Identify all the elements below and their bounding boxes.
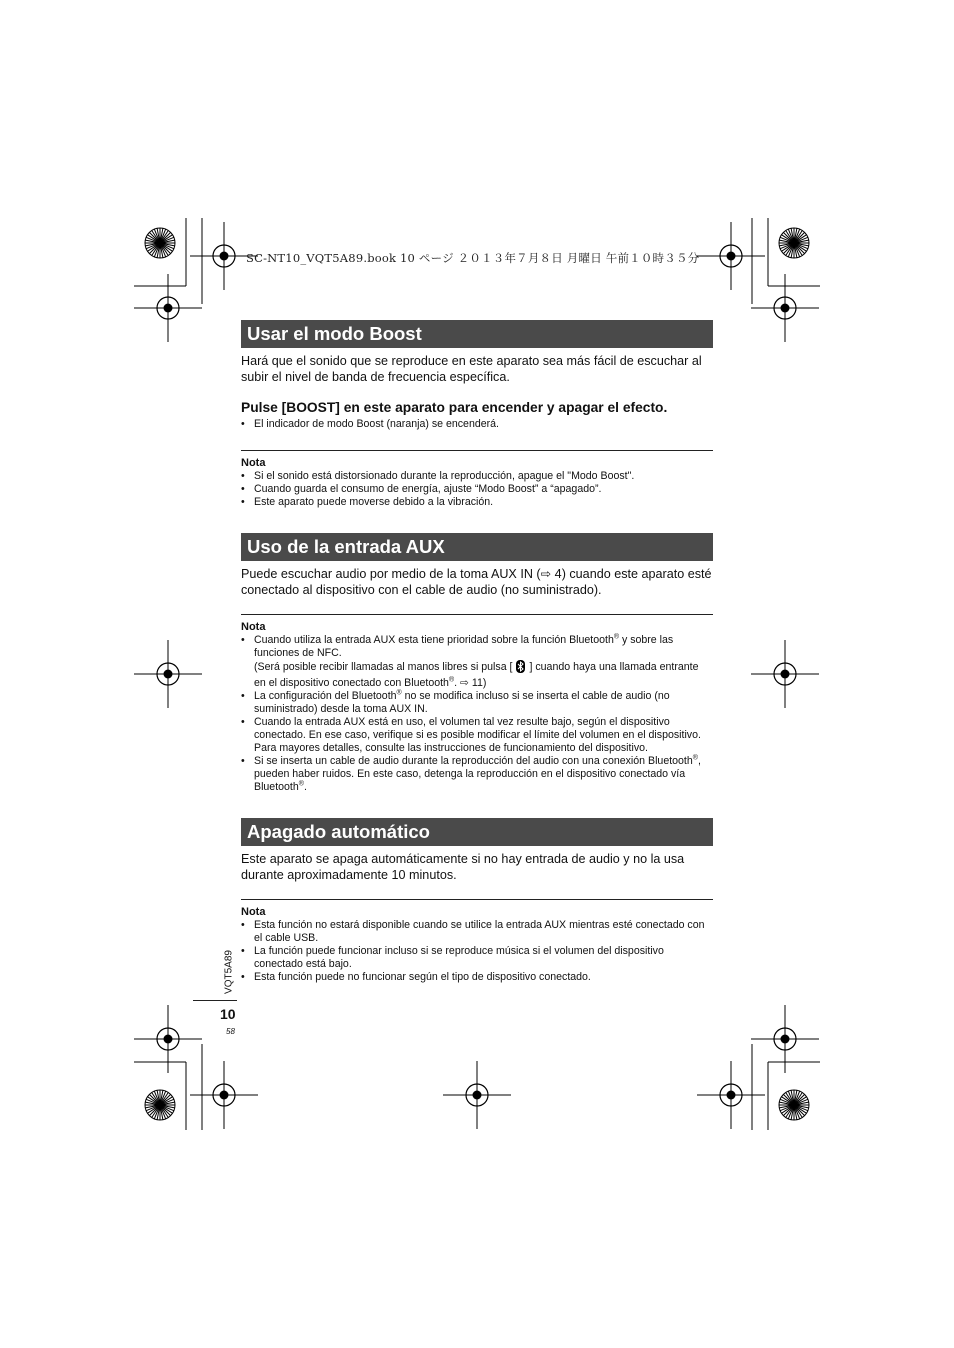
nota-divider — [241, 899, 713, 900]
note-text: 11) — [468, 677, 487, 689]
page-sub-number: 58 — [226, 1027, 235, 1036]
list-item: • Si el sonido está distorsionado durante la reproducción, apague el "Modo Boost". — [241, 470, 713, 483]
aux-intro-text: Puede escuchar audio por medio de la toma AUX IN ( — [241, 567, 541, 581]
auto-off-intro: Este aparato se apaga automáticamente si no hay entrada de audio y no la usa durante aproximadamente 10 minutos. — [241, 852, 685, 882]
boost-notes — [241, 470, 713, 509]
model-code-text: VQT5A89 — [223, 950, 235, 994]
list-item — [241, 634, 713, 690]
nota-title: Nota — [241, 621, 266, 633]
registered-mark: ® — [396, 689, 402, 697]
list-item: • La función puede funcionar incluso si se reproduce música si el volumen del dispositivo conectado está bajo. — [241, 945, 713, 971]
boost-instruction: Pulse [BOOST] en este aparato para encender y apagar el efecto. — [241, 400, 668, 415]
note-text: (Será posible recibir llamadas al manos libres si pulsa [ — [254, 661, 513, 673]
note-text: , pueden haber ruidos. En este caso, detenga la reproducción en el dispositivo conectado vía Bluetooth — [254, 755, 701, 793]
note-text: . — [454, 677, 461, 689]
list-item: • Este aparato puede moverse debido a la vibración. — [241, 496, 713, 509]
boost-instruction-notes — [241, 418, 713, 431]
page-content — [241, 320, 713, 984]
arrow-icon: ⇨ — [460, 677, 469, 689]
note-text: La configuración del Bluetooth — [254, 690, 397, 702]
registered-mark: ® — [448, 676, 455, 684]
aux-intro — [241, 567, 713, 598]
nota-divider — [241, 450, 713, 451]
list-item: • Esta función no estará disponible cuando se utilice la entrada AUX mientras esté conectado con el cable USB. — [241, 919, 713, 945]
boost-intro: Hará que el sonido que se reproduce en este aparato sea más fácil de escuchar al subir el nivel de banda de frecuencia específica. — [241, 354, 702, 384]
section-title-auto-off: Apagado automático — [241, 818, 713, 846]
list-item: • Cuando la entrada AUX está en uso, el volumen tal vez resulte bajo, según el dispositivo conectado. En ese caso, verifique si es posible modificar el límite del volumen en el dispositivo. Para mayores detalles, consulte las instrucciones de funcionamiento del dispositivo. — [241, 716, 713, 755]
note-text: Si se inserta un cable de audio durante la reproducción del audio con una conexión Bluetooth — [254, 755, 693, 767]
note-text: no se modifica incluso si se inserta el cable de audio (no suministrado) desde la toma AUX IN. — [254, 690, 670, 715]
registered-mark: ® — [298, 780, 304, 788]
page-number: 10 — [220, 1006, 236, 1022]
note-text: y sobre las funciones de NFC. — [254, 634, 674, 659]
footer-divider — [193, 1000, 237, 1001]
note-text: ] cuando haya una llamada entrante en el dispositivo conectado con Bluetooth — [254, 661, 699, 689]
registered-mark: ® — [692, 754, 698, 762]
nota-title: Nota — [241, 906, 266, 918]
section-title-aux: Uso de la entrada AUX — [241, 533, 713, 561]
registered-mark: ® — [613, 633, 620, 641]
list-item — [241, 755, 713, 794]
nota-title: Nota — [241, 457, 266, 469]
note-text: Cuando utiliza la entrada AUX esta tiene prioridad sobre la función Bluetooth — [254, 634, 614, 646]
list-item: • Esta función puede no funcionar según el tipo de dispositivo conectado. — [241, 971, 713, 984]
aux-notes — [241, 634, 713, 794]
list-item: • El indicador de modo Boost (naranja) se encenderá. — [241, 418, 713, 431]
print-header: SC-NT10_VQT5A89.book 10 ページ ２０１３年７月８日 月曜日 午前１０時３５分 — [246, 251, 700, 265]
list-item — [241, 690, 713, 716]
aux-intro-text: 4) cuando este aparato esté conectado al dispositivo con el cable de audio (no suministrado). — [241, 567, 712, 597]
bluetooth-icon — [516, 660, 525, 677]
list-item: • Cuando guarda el consumo de energía, ajuste “Modo Boost” a “apagado”. — [241, 483, 713, 496]
section-title-boost: Usar el modo Boost — [241, 320, 713, 348]
note-text: . — [303, 781, 307, 793]
arrow-icon: ⇨ — [540, 567, 552, 581]
model-code — [222, 947, 236, 997]
nota-divider — [241, 614, 713, 615]
auto-off-notes — [241, 919, 713, 984]
